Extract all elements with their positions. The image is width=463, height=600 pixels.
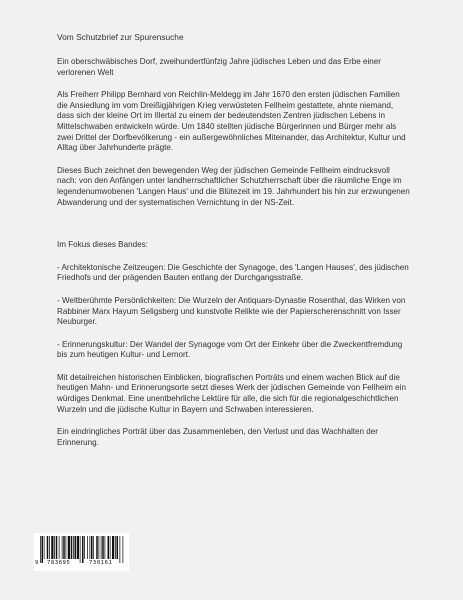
barcode-digits-right: 730161 xyxy=(89,560,113,566)
back-cover-text xyxy=(57,32,410,460)
cover-heading: Vom Schutzbrief zur Spurensuche xyxy=(57,32,184,42)
focus-heading: Im Fokus dieses Bandes: xyxy=(57,240,148,250)
barcode-digit-lead: 9 xyxy=(35,560,39,566)
barcode-digits-left: 783695 xyxy=(47,560,71,566)
barcode-bars xyxy=(38,536,125,563)
intro-paragraph-2: Dieses Buch zeichnet den bewegenden Weg der jüdischen Gemeinde Fellheim eindrucksvoll nach: von den Anfängen unter landherrschaftlicher Schutzherrschaft über die räumliche Enge im legendenumwobenen 'Langen Haus' und die Blütezeit im 19. Jahrhundert bis hin zur erzwungenen Abwanderung und der systematischen Vernichtung in der NS-Zeit. xyxy=(57,165,410,207)
closing-paragraph-1: Mit detailreichen historischen Einblicken, biografischen Porträts und einem wachen Blick auf die heutigen Mahn- und Erinnerungsorte setzt dieses Werk der jüdischen Gemeinde von Fellheim ein würdiges Denkmal. Eine unentbehrliche Lektüre für alle, die sich für die regionalgeschichtlichen Wurzeln und die jüdische Kultur in Bayern und Schwaben interessieren. xyxy=(57,372,406,414)
isbn-barcode xyxy=(34,533,129,571)
focus-item-remembrance: - Erinnerungskultur: Der Wandel der Synagoge vom Ort der Einkehr über die Zweckentfremdung bis zum heutigen Kultur- und Lernort. xyxy=(57,339,403,360)
cover-subtitle: Ein oberschwäbisches Dorf, zweihundertfünfzig Jahre jüdisches Leben und das Erbe einer verlorenen Welt xyxy=(57,57,381,77)
focus-item-architecture: - Architektonische Zeitzeugen: Die Geschichte der Synagoge, des 'Langen Hauses', des jüdischen Friedhofs und der prägenden Bauten entlang der Durchgangsstraße. xyxy=(57,262,409,283)
intro-paragraph-1: Als Freiherr Philipp Bernhard von Reichlin-Meldegg im Jahr 1670 den ersten jüdischen Familien die Ansiedlung im vom Dreißigjährigen Krieg verwüsteten Fellheim gestattete, ahnte niemand, dass sich der kleine Ort im Illertal zu einem der bedeutendsten Zentren jüdischen Lebens in Mittelschwaben entwickeln würde. Um 1840 stellten jüdische Bürgerinnen und Bürger mehr als zwei Drittel der Dorfbevölkerung - ein außergewöhnliches Miteinander, das Architektur, Kultur und Alltag über Jahrhunderte prägte. xyxy=(57,90,406,153)
focus-item-personalities: - Weltberühmte Persönlichkeiten: Die Wurzeln der Antiquars-Dynastie Rosenthal, das Wirken von Rabbiner Marx Hayum Seligsberg und kunstvolle Relikte wie der Papierscherenschnitt von Isser Neuburger. xyxy=(57,295,406,327)
closing-paragraph-2: Ein eindringliches Porträt über das Zusammenleben, den Verlust und das Wachhalten der Erinnerung. xyxy=(57,427,378,447)
